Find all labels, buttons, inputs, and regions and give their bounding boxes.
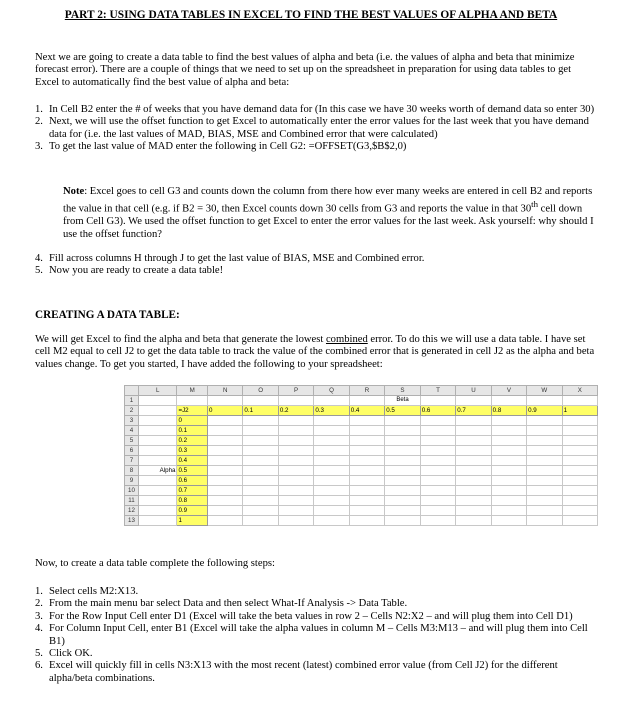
cell-o3[interactable] xyxy=(243,416,278,426)
column-header-v[interactable]: V xyxy=(491,386,526,396)
cell-o1[interactable] xyxy=(243,396,278,406)
cell-n7[interactable] xyxy=(208,456,243,466)
alpha-value-cell[interactable]: 1 xyxy=(177,516,208,526)
list-item: 2. Next, we will use the offset function to get Excel to automatically enter the error values for the last week that you have demand data for (i.e. the last values of MAD, BIAS, MSE and Combined error that were calculated) xyxy=(35,116,589,140)
list-item: 5. Now you are ready to create a data table! xyxy=(35,265,224,277)
cell-x13[interactable] xyxy=(562,516,597,526)
cell-v5[interactable] xyxy=(491,436,526,446)
page-title: PART 2: USING DATA TABLES IN EXCEL TO FIND THE BEST VALUES OF ALPHA AND BETA xyxy=(64,9,558,21)
cell-u1[interactable] xyxy=(456,396,491,406)
list-item: 5. Click OK. xyxy=(35,648,93,660)
cell-x4[interactable] xyxy=(562,426,597,436)
beta-value-cell[interactable]: 0.9 xyxy=(527,406,562,416)
cell-q12[interactable] xyxy=(314,506,349,516)
cell-o6[interactable] xyxy=(243,446,278,456)
cell-n9[interactable] xyxy=(208,476,243,486)
cell-v1[interactable] xyxy=(491,396,526,406)
beta-value-cell[interactable]: 1 xyxy=(562,406,597,416)
column-header-q[interactable]: Q xyxy=(314,386,349,396)
cell-p4[interactable] xyxy=(278,426,313,436)
cell-u4[interactable] xyxy=(456,426,491,436)
alpha-value-cell[interactable]: 0 xyxy=(177,416,208,426)
cell-w3[interactable] xyxy=(527,416,562,426)
cell-l12[interactable] xyxy=(138,506,177,516)
beta-value-cell[interactable]: 0 xyxy=(208,406,243,416)
cell-o10[interactable] xyxy=(243,486,278,496)
cell-r4[interactable] xyxy=(349,426,384,436)
cell-u7[interactable] xyxy=(456,456,491,466)
cell-l6[interactable] xyxy=(138,446,177,456)
sheet-row xyxy=(125,436,598,446)
cell-r1[interactable] xyxy=(349,396,384,406)
cell-n11[interactable] xyxy=(208,496,243,506)
cell-q10[interactable] xyxy=(314,486,349,496)
data-table-paragraph: We will get Excel to find the alpha and beta that generate the lowest combined error. To do this we will use a data table. I have set cell M2 equal to cell J2 to get the data table to track the value of the combined error that is generated in cell J2 as the alpha and beta values change. To get you started, I have added the following to your spreadsheet: xyxy=(35,334,595,370)
column-header-t[interactable]: T xyxy=(420,386,455,396)
cell-s12[interactable] xyxy=(385,506,421,516)
alpha-value-cell[interactable]: 0.1 xyxy=(177,426,208,436)
sheet-row xyxy=(125,416,598,426)
cell-x8[interactable] xyxy=(562,466,597,476)
cell-t13[interactable] xyxy=(420,516,455,526)
sheet-row xyxy=(125,456,598,466)
column-header-s[interactable]: S xyxy=(385,386,421,396)
cell-v3[interactable] xyxy=(491,416,526,426)
alpha-label[interactable]: Alpha xyxy=(138,466,177,476)
cell-s3[interactable] xyxy=(385,416,421,426)
cell-w7[interactable] xyxy=(527,456,562,466)
cell-x9[interactable] xyxy=(562,476,597,486)
cell-r8[interactable] xyxy=(349,466,384,476)
row-header-5[interactable]: 5 xyxy=(125,436,139,446)
sheet-row xyxy=(125,516,598,526)
list-item: 1. In Cell B2 enter the # of weeks that you have demand data for (In this case we have 30 weeks worth of demand data so enter 30) xyxy=(35,104,595,115)
list-item: 3. To get the last value of MAD enter the following in Cell G2: =OFFSET(G3,$B$2,0) xyxy=(35,141,407,153)
cell-t9[interactable] xyxy=(420,476,455,486)
cell-t10[interactable] xyxy=(420,486,455,496)
cell-x11[interactable] xyxy=(562,496,597,506)
row-header-13[interactable]: 13 xyxy=(125,516,139,526)
cell-t11[interactable] xyxy=(420,496,455,506)
sheet-row xyxy=(125,446,598,456)
intro-paragraph: Next we are going to create a data table to find the best values of alpha and beta (i.e. the values of alpha and beta that minimize forecast error). There are a couple of things that we need to set up on the spreadsheet in preparation for using data tables to get Excel to automatically find the best value of alpha and beta: xyxy=(35,52,575,88)
cell-u6[interactable] xyxy=(456,446,491,456)
row-header-11[interactable]: 11 xyxy=(125,496,139,506)
cell-p11[interactable] xyxy=(278,496,313,506)
cell-t12[interactable] xyxy=(420,506,455,516)
sheet-row xyxy=(125,506,598,516)
spreadsheet-screenshot xyxy=(124,385,598,537)
cell-x1[interactable] xyxy=(562,396,597,406)
column-header-x[interactable]: X xyxy=(562,386,597,396)
beta-value-cell[interactable]: 0.1 xyxy=(243,406,278,416)
beta-label[interactable]: Beta xyxy=(385,396,421,406)
section-heading: CREATING A DATA TABLE: xyxy=(35,309,180,321)
column-header-o[interactable]: O xyxy=(243,386,278,396)
cell-o11[interactable] xyxy=(243,496,278,506)
cell-w6[interactable] xyxy=(527,446,562,456)
cell-n12[interactable] xyxy=(208,506,243,516)
cell-p10[interactable] xyxy=(278,486,313,496)
cell-q11[interactable] xyxy=(314,496,349,506)
cell-u10[interactable] xyxy=(456,486,491,496)
column-header-p[interactable]: P xyxy=(278,386,313,396)
cell-q8[interactable] xyxy=(314,466,349,476)
cell-v11[interactable] xyxy=(491,496,526,506)
cell-q9[interactable] xyxy=(314,476,349,486)
cell-s4[interactable] xyxy=(385,426,421,436)
cell-w5[interactable] xyxy=(527,436,562,446)
setup-steps-list xyxy=(35,104,595,154)
cell-u9[interactable] xyxy=(456,476,491,486)
column-header-m[interactable]: M xyxy=(177,386,208,396)
cell-p8[interactable] xyxy=(278,466,313,476)
cell-n4[interactable] xyxy=(208,426,243,436)
cell-v9[interactable] xyxy=(491,476,526,486)
alpha-value-cell[interactable]: 0.9 xyxy=(177,506,208,516)
alpha-value-cell[interactable]: 0.3 xyxy=(177,446,208,456)
cell-n6[interactable] xyxy=(208,446,243,456)
cell-l13[interactable] xyxy=(138,516,177,526)
cell-q13[interactable] xyxy=(314,516,349,526)
beta-value-cell[interactable]: 0.3 xyxy=(314,406,349,416)
cell-x7[interactable] xyxy=(562,456,597,466)
row-header-8[interactable]: 8 xyxy=(125,466,139,476)
sheet-row xyxy=(125,476,598,486)
cell-l9[interactable] xyxy=(138,476,177,486)
cell-v10[interactable] xyxy=(491,486,526,496)
column-header-w[interactable]: W xyxy=(527,386,562,396)
cell-w11[interactable] xyxy=(527,496,562,506)
cell-r5[interactable] xyxy=(349,436,384,446)
cell-l10[interactable] xyxy=(138,486,177,496)
cell-s5[interactable] xyxy=(385,436,421,446)
cell-u13[interactable] xyxy=(456,516,491,526)
column-header-row xyxy=(125,386,598,396)
cell-m2-formula[interactable]: =J2 xyxy=(177,406,208,416)
cell-p5[interactable] xyxy=(278,436,313,446)
cell-l7[interactable] xyxy=(138,456,177,466)
cell-o13[interactable] xyxy=(243,516,278,526)
cell-u5[interactable] xyxy=(456,436,491,446)
cell-w1[interactable] xyxy=(527,396,562,406)
cell-o4[interactable] xyxy=(243,426,278,436)
cell-r11[interactable] xyxy=(349,496,384,506)
sheet-row xyxy=(125,426,598,436)
cell-q1[interactable] xyxy=(314,396,349,406)
cell-v8[interactable] xyxy=(491,466,526,476)
row-header-7[interactable]: 7 xyxy=(125,456,139,466)
list-item: 6. Excel will quickly fill in cells N3:X13 with the most recent (latest) combined error value (from Cell J2) for the different alpha/beta combinations. xyxy=(35,660,558,684)
cell-u8[interactable] xyxy=(456,466,491,476)
cell-o8[interactable] xyxy=(243,466,278,476)
cell-s9[interactable] xyxy=(385,476,421,486)
sheet-row xyxy=(125,496,598,506)
cell-q4[interactable] xyxy=(314,426,349,436)
cell-t6[interactable] xyxy=(420,446,455,456)
cell-x3[interactable] xyxy=(562,416,597,426)
cell-l4[interactable] xyxy=(138,426,177,436)
corner-cell[interactable] xyxy=(125,386,139,396)
beta-value-cell[interactable]: 0.4 xyxy=(349,406,384,416)
list-item: 4. For Column Input Cell, enter B1 (Excel will take the alpha values in column M – Cells M3:M13 – and will plug them into Cell B1) xyxy=(35,623,588,647)
steps-intro: Now, to create a data table complete the following steps: xyxy=(35,558,275,569)
cell-u11[interactable] xyxy=(456,496,491,506)
cell-o9[interactable] xyxy=(243,476,278,486)
cell-l5[interactable] xyxy=(138,436,177,446)
row-header-2[interactable]: 2 xyxy=(125,406,139,416)
cell-x6[interactable] xyxy=(562,446,597,456)
setup-steps-list-continued xyxy=(35,253,595,278)
alpha-value-cell[interactable]: 0.7 xyxy=(177,486,208,496)
cell-t1[interactable] xyxy=(420,396,455,406)
cell-r3[interactable] xyxy=(349,416,384,426)
column-header-r[interactable]: R xyxy=(349,386,384,396)
cell-n10[interactable] xyxy=(208,486,243,496)
sheet-row xyxy=(125,396,598,406)
beta-value-cell[interactable]: 0.8 xyxy=(491,406,526,416)
cell-w8[interactable] xyxy=(527,466,562,476)
column-header-n[interactable]: N xyxy=(208,386,243,396)
cell-n5[interactable] xyxy=(208,436,243,446)
spreadsheet-grid xyxy=(124,385,598,526)
cell-s7[interactable] xyxy=(385,456,421,466)
cell-o5[interactable] xyxy=(243,436,278,446)
row-header-12[interactable]: 12 xyxy=(125,506,139,516)
row-header-1[interactable]: 1 xyxy=(125,396,139,406)
beta-value-cell[interactable]: 0.6 xyxy=(420,406,455,416)
cell-v13[interactable] xyxy=(491,516,526,526)
data-table-steps-list xyxy=(35,586,595,685)
cell-l3[interactable] xyxy=(138,416,177,426)
cell-s6[interactable] xyxy=(385,446,421,456)
cell-s8[interactable] xyxy=(385,466,421,476)
list-item: 4. Fill across columns H through J to get the last value of BIAS, MSE and Combined error. xyxy=(35,253,425,264)
cell-p3[interactable] xyxy=(278,416,313,426)
cell-v4[interactable] xyxy=(491,426,526,436)
row-header-6[interactable]: 6 xyxy=(125,446,139,456)
row-header-3[interactable]: 3 xyxy=(125,416,139,426)
alpha-value-cell[interactable]: 0.4 xyxy=(177,456,208,466)
cell-r12[interactable] xyxy=(349,506,384,516)
cell-p9[interactable] xyxy=(278,476,313,486)
cell-v12[interactable] xyxy=(491,506,526,516)
cell-o12[interactable] xyxy=(243,506,278,516)
cell-q6[interactable] xyxy=(314,446,349,456)
row-header-4[interactable]: 4 xyxy=(125,426,139,436)
cell-r13[interactable] xyxy=(349,516,384,526)
cell-q7[interactable] xyxy=(314,456,349,466)
cell-p13[interactable] xyxy=(278,516,313,526)
cell-t8[interactable] xyxy=(420,466,455,476)
cell-v7[interactable] xyxy=(491,456,526,466)
cell-n8[interactable] xyxy=(208,466,243,476)
cell-q5[interactable] xyxy=(314,436,349,446)
cell-x5[interactable] xyxy=(562,436,597,446)
cell-l1[interactable] xyxy=(138,396,177,406)
cell-s10[interactable] xyxy=(385,486,421,496)
cell-t5[interactable] xyxy=(420,436,455,446)
cell-u3[interactable] xyxy=(456,416,491,426)
row-header-9[interactable]: 9 xyxy=(125,476,139,486)
list-item: 1. Select cells M2:X13. xyxy=(35,586,139,597)
cell-w10[interactable] xyxy=(527,486,562,496)
cell-r6[interactable] xyxy=(349,446,384,456)
beta-value-cell[interactable]: 0.2 xyxy=(278,406,313,416)
cell-v6[interactable] xyxy=(491,446,526,456)
cell-w9[interactable] xyxy=(527,476,562,486)
cell-x12[interactable] xyxy=(562,506,597,516)
cell-p12[interactable] xyxy=(278,506,313,516)
alpha-value-cell[interactable]: 0.8 xyxy=(177,496,208,506)
beta-value-cell[interactable]: 0.5 xyxy=(385,406,421,416)
cell-w13[interactable] xyxy=(527,516,562,526)
beta-value-cell[interactable]: 0.7 xyxy=(456,406,491,416)
cell-n3[interactable] xyxy=(208,416,243,426)
note-paragraph: Note: Excel goes to cell G3 and counts down the column from there how ever many weeks are entered in cell B2 and reports the value in that cell (e.g. if B2 = 30, then Excel counts down 30 cells from G3 and reports the value in that 30th cell down from Cell G3). We used the offset function to get Excel to enter the error values for the last week. Ask yourself: why should I use the offset function? xyxy=(63,186,594,240)
cell-o7[interactable] xyxy=(243,456,278,466)
cell-p7[interactable] xyxy=(278,456,313,466)
alpha-value-cell[interactable]: 0.5 xyxy=(177,466,208,476)
cell-p1[interactable] xyxy=(278,396,313,406)
cell-w12[interactable] xyxy=(527,506,562,516)
cell-t7[interactable] xyxy=(420,456,455,466)
cell-t4[interactable] xyxy=(420,426,455,436)
sheet-row xyxy=(125,406,598,416)
list-item: 2. From the main menu bar select Data and then select What-If Analysis -> Data Table. xyxy=(35,598,408,610)
cell-l2[interactable] xyxy=(138,406,177,416)
cell-q3[interactable] xyxy=(314,416,349,426)
alpha-value-cell[interactable]: 0.2 xyxy=(177,436,208,446)
column-header-u[interactable]: U xyxy=(456,386,491,396)
cell-n1[interactable] xyxy=(208,396,243,406)
row-header-10[interactable]: 10 xyxy=(125,486,139,496)
cell-r9[interactable] xyxy=(349,476,384,486)
cell-n13[interactable] xyxy=(208,516,243,526)
cell-p6[interactable] xyxy=(278,446,313,456)
sheet-row xyxy=(125,486,598,496)
cell-u12[interactable] xyxy=(456,506,491,516)
sheet-row xyxy=(125,466,598,476)
list-item: 3. For the Row Input Cell enter D1 (Excel will take the beta values in row 2 – Cells N2:X2 – and will plug them into Cell D1) xyxy=(35,610,573,622)
cell-r7[interactable] xyxy=(349,456,384,466)
cell-l11[interactable] xyxy=(138,496,177,506)
cell-w4[interactable] xyxy=(527,426,562,436)
cell-r10[interactable] xyxy=(349,486,384,496)
cell-t3[interactable] xyxy=(420,416,455,426)
alpha-value-cell[interactable]: 0.6 xyxy=(177,476,208,486)
cell-x10[interactable] xyxy=(562,486,597,496)
cell-s13[interactable] xyxy=(385,516,421,526)
column-header-l[interactable]: L xyxy=(138,386,177,396)
cell-m1[interactable] xyxy=(177,396,208,406)
cell-s11[interactable] xyxy=(385,496,421,506)
